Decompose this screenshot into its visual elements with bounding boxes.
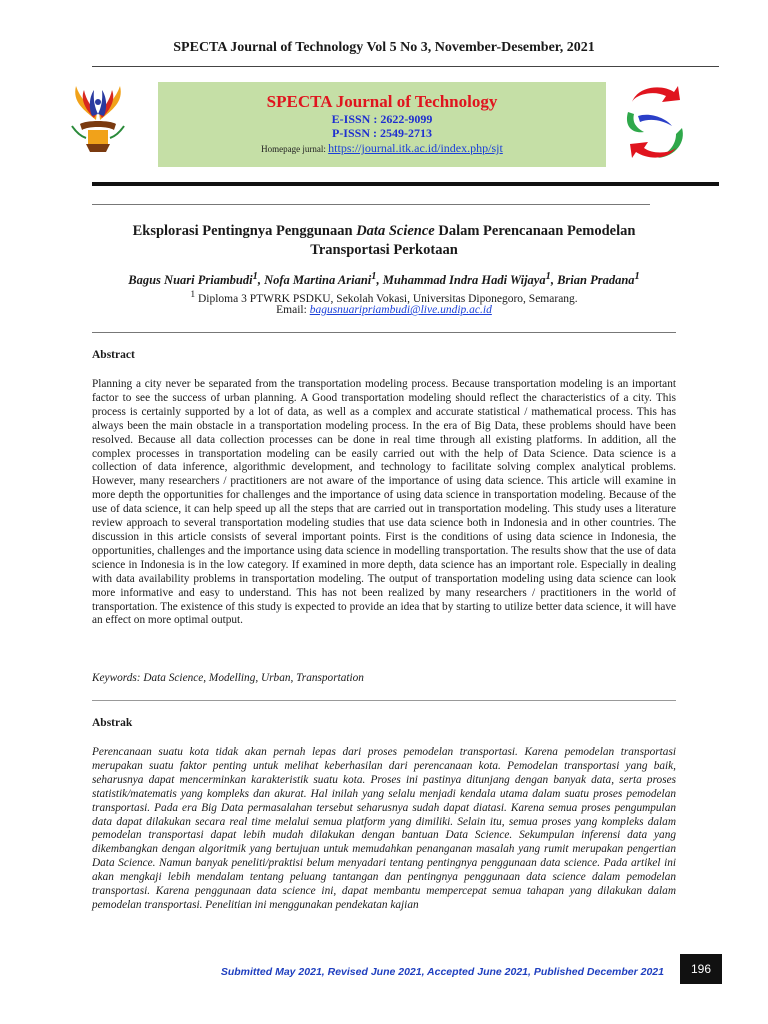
paper-title <box>92 222 676 260</box>
title-part-1: Eksplorasi Pentingnya Penggunaan <box>132 223 357 239</box>
journal-banner <box>158 82 606 167</box>
abstract-text: Planning a city never be separated from the transportation modeling process. Because transportation modeling is an important factor to see the success of urban planning. A Good transportation modeling should reflect the characteristics of a city. This process is certainly supported by a lot of data, as well as a complex and accurate statistical / mathematical process. This has always been the main obstacle in a transportation modeling process. In the era of Big Data, these problems should have been resolved. Because all data collection processes can be done in real time through all existing platforms. In addition, all the complex processes in transportation modeling can be easily carried out with the help of Data Science. Data science is a collection of data inference, algorithmic development, and technology to facilitate solving complex analytical problems. However, many researchers / practitioners are not aware of the importance of using data science. This article will examine in more depth the opportunities for challenges and the importance of using data science in transportation modeling. Because of the use of data science, it can help speed up all the steps that are carried out in transportation modeling. This study uses a literature review approach to several transportation modeling studies that use data science both in Indonesia and in other countries. The discussion in this article consists of several important points. First is the conditions of using data science in Indonesia, the opportunities, challenges and the importance using data science in modelling transportation. The results show that the use of data science in Indonesia is in the low category. If examined in more depth, data science has an important role. Especially in dealing with data availability problems in transportation modeling. The output of transportation modeling using data science can look more informative and easy to understand. This has not been realized by many researchers / practitioners in the world of transportation. The existence of this study is expected to provide an idea that by starting to utilize better data science, it will have an effect on more optimal output. <box>92 378 676 627</box>
title-italic: Data Science <box>356 223 435 239</box>
author: Muhammad Indra Hadi Wijaya <box>382 273 546 288</box>
homepage-line <box>158 141 606 156</box>
affiliation <box>60 289 708 305</box>
author-sup: 1 <box>545 271 551 282</box>
author-sep: , <box>550 273 558 288</box>
email-label: Email: <box>276 304 310 316</box>
authors <box>60 271 708 288</box>
eissn: E-ISSN : 2622-9099 <box>331 112 433 126</box>
running-head: SPECTA Journal of Technology Vol 5 No 3, November-Desember, 2021 <box>173 40 595 55</box>
email-link[interactable]: bagusnuaripriambudi@live.undip.ac.id <box>309 304 492 316</box>
author: Bagus Nuari Priambudi <box>128 273 253 288</box>
title-part-2: Dalam Perencanaan Pemodelan Transportasi Perkotaan <box>310 223 636 258</box>
header-rule <box>92 66 719 67</box>
university-emblem-icon <box>66 80 130 158</box>
specta-logo-icon <box>622 82 688 162</box>
author-sep: , <box>376 273 383 288</box>
abstract-divider <box>92 700 676 701</box>
pissn: P-ISSN : 2549-2713 <box>331 126 432 140</box>
abstrak-heading: Abstrak <box>92 717 133 729</box>
homepage-label: Homepage jurnal: <box>261 144 326 154</box>
author-sup: 1 <box>252 271 258 282</box>
author: Brian Pradana <box>557 273 635 288</box>
email-line <box>60 304 708 316</box>
affiliation-text: Diploma 3 PTWRK PSDKU, Sekolah Vokasi, Universitas Diponegoro, Semarang. <box>195 292 578 305</box>
abstract-heading: Abstract <box>92 349 135 361</box>
author-sep: , <box>257 273 265 288</box>
journal-name: SPECTA Journal of Technology <box>266 92 498 111</box>
abstrak-text: Perencanaan suatu kota tidak akan pernah lepas dari proses pemodelan transportasi. Karena pemodelan transportasi merupakan suatu faktor penting untuk melihat keberhasilan dari perencanaan kota. Pemodelan transportasi yang baik, seharusnya dapat mencerminkan karakteristik suatu kota. Proses ini pastinya ditunjang dengan banyak data, serta proses statistik/matematis yang kompleks dan akurat. Hal inilah yang selalu menjadi kendala utama dalam suatu proses pemodelan transportasi. Pada era Big Data permasalahan tersebut seharusnya sudah dapat diatasi. Karena semua proses pengumpulan data dapat dilakukan secara real time melalui semua platform yang dimiliki. Selain itu, semua proses yang kompleks dalam pemodelan transportasi dapat lebih mudah dilakukan dengan bantuan Data Science. Sekumpulan inferensi data yang dikembangkan dengan algoritmik yang bertujuan untuk memudahkan penanganan masalah yang rumit merupakan pengertian Data Science. Namun banyak peneliti/praktisi belum menyadari tentang pentingnya penggunaan data science. Pada artikel ini akan mengkaji lebih mendalam tentang peluang tantangan dan pentingnya penggunaan data science dalam pemodelan transportasi. Karena penggunaan data science ini, dapat membantu mempercepat semua tahapan yang dilakukan dalam pemodelan transportasi. Penelitian ini menggunakan pendekatan kajian <box>92 746 676 911</box>
authors-bottom-rule <box>92 332 676 333</box>
homepage-link[interactable]: https://journal.itk.ac.id/index.php/sjt <box>328 141 503 155</box>
submission-info: Submitted May 2021, Revised June 2021, Accepted June 2021, Published December 2021 <box>220 966 664 978</box>
author: Nofa Martina Ariani <box>264 273 372 288</box>
header-thick-rule <box>92 182 719 186</box>
page-number: 196 <box>680 954 722 984</box>
author-sup: 1 <box>634 271 640 282</box>
author-sup: 1 <box>371 271 377 282</box>
affiliation-sup: 1 <box>190 289 196 300</box>
title-top-rule <box>92 204 650 205</box>
keywords: Keywords: Data Science, Modelling, Urban, Transportation <box>92 672 364 684</box>
